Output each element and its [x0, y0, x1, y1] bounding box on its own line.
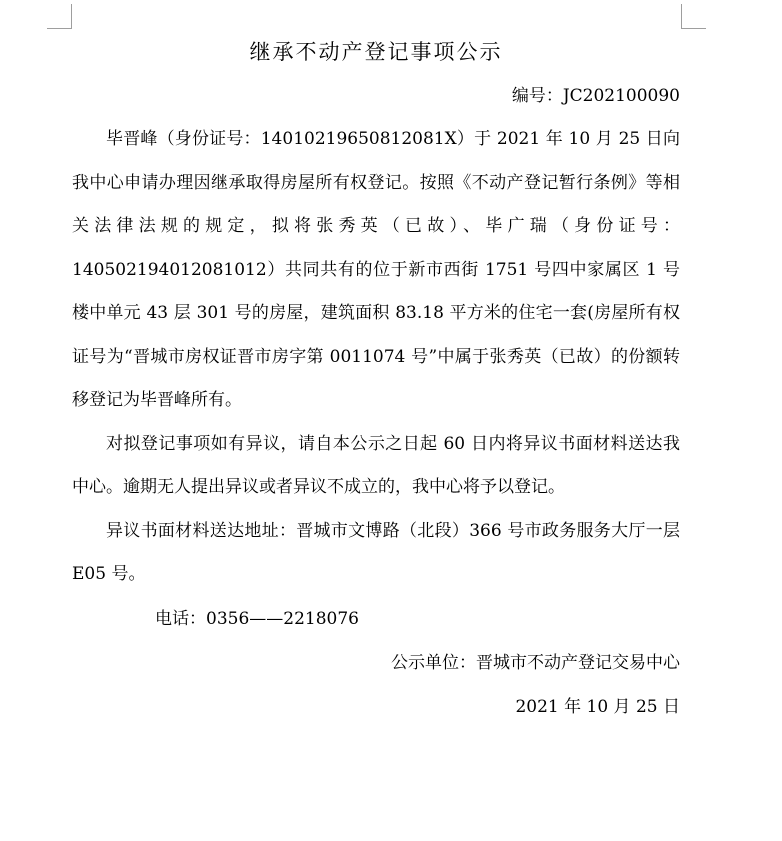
- issuer-line: 公示单位：晋城市不动产登记交易中心: [391, 652, 680, 673]
- crop-mark-top-right: [681, 4, 706, 29]
- paragraph-address: 异议书面材料送达地址：晋城市文博路（北段）366 号市政务服务大厅一层 E05 号。: [72, 520, 680, 584]
- paragraph-main: 毕晋峰（身份证号：14010219650812081X）于 2021 年 10 月 25 日向我中心申请办理因继承取得房屋所有权登记。按照《不动产登记暂行条例》等相关法律法规的规定，拟将张秀英（已故）、毕广瑞（身份证号：140502194012081012）共同共有的位于新市西街 1751 号四中家属区 1 号楼中单元 43 层 301 号的房屋，建筑面积 83.18 平方米的住宅一套(房屋所有权证号为“晋城市房权证晋市房字第 0011074 号”中属于张秀英（已故）的份额转移登记为毕晋峰所有。: [72, 129, 680, 410]
- paragraph-objection: 对拟登记事项如有异议，请自本公示之日起 60 日内将异议书面材料送达我中心。逾期无人提出异议或者异议不成立的，我中心将予以登记。: [72, 433, 680, 497]
- document-title: 继承不动产登记事项公示: [249, 40, 503, 64]
- document-page: [72, 30, 680, 729]
- phone-line: 电话：0356——2218076: [155, 608, 359, 629]
- document-number: 编号：JC202100090: [511, 86, 680, 106]
- date-line: 2021 年 10 月 25 日: [515, 696, 680, 717]
- crop-mark-top-left: [47, 4, 72, 29]
